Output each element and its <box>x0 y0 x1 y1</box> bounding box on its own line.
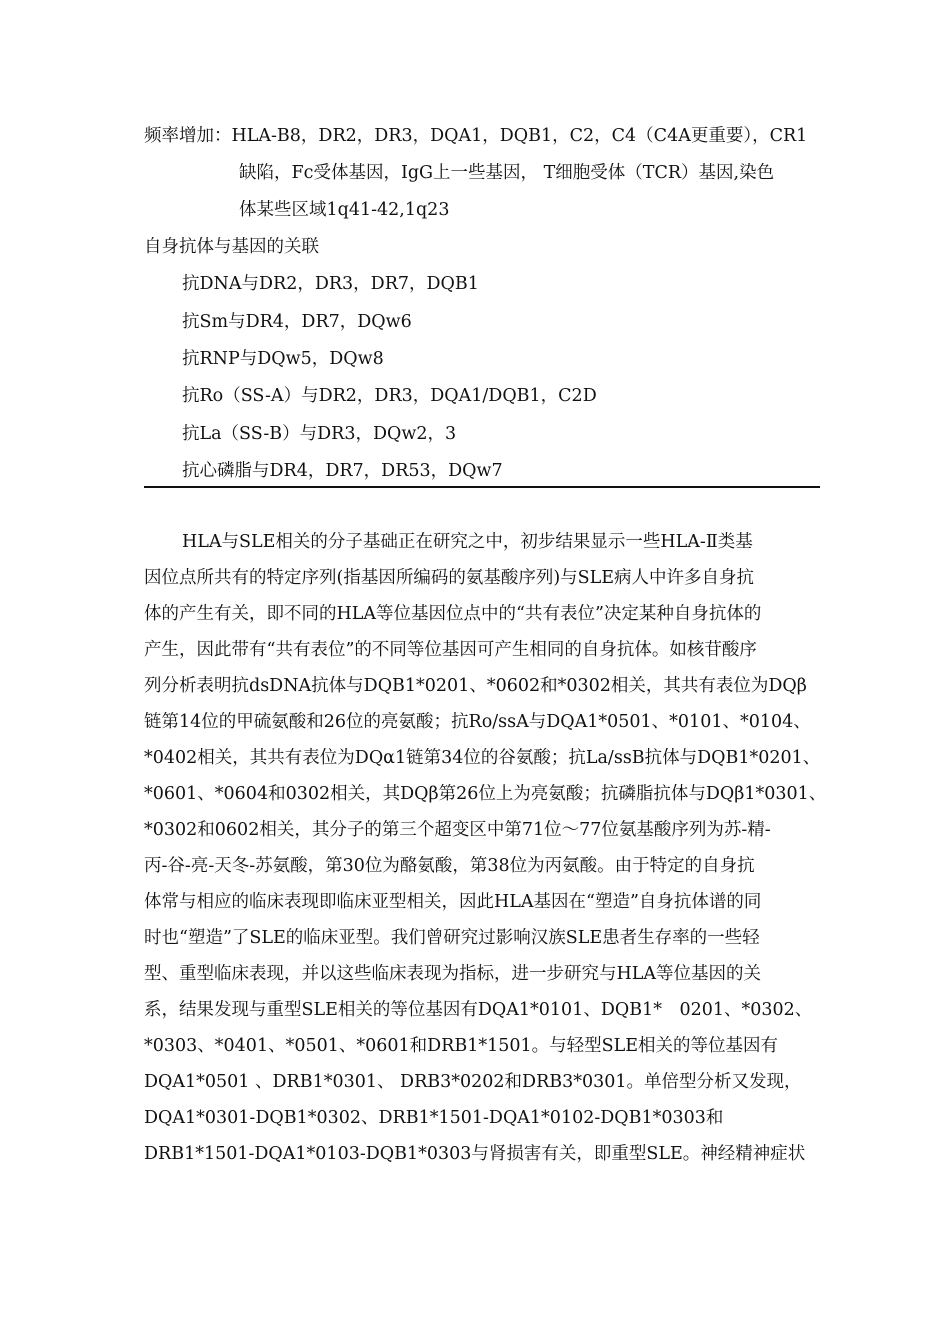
paragraph-line: 型、重型临床表现，并以这些临床表现为指标，进一步研究与HLA等位基因的关 <box>144 964 762 984</box>
paragraph-line: *0302和0602相关，其分子的第三个超变区中第71位～77位氨基酸序列为苏-精- <box>144 820 771 840</box>
paragraph-line: 系，结果发现与重型SLE相关的等位基因有DQA1*0101、DQB1* 0201、*0302、 <box>144 1000 813 1020</box>
frequency-line-3: 体某些区域1q41-42,1q23 <box>239 200 450 220</box>
association-title: 自身抗体与基因的关联 <box>144 237 319 257</box>
paragraph-line: DRB1*1501-DQA1*0103-DQB1*0303与肾损害有关，即重型SLE。神经精神症状 <box>144 1144 806 1164</box>
paragraph-line: 列分析表明抗dsDNA抗体与DQB1*0201、*0602和*0302相关，其共有表位为DQβ <box>144 676 807 696</box>
paragraph-line: *0402相关，其共有表位为DQα1链第34位的谷氨酸；抗La/ssB抗体与DQB1*0201、 <box>144 748 821 768</box>
paragraph-line: 体常与相应的临床表现即临床亚型相关，因此HLA基因在“塑造”自身抗体谱的同 <box>144 892 762 912</box>
paragraph-line: DQA1*0301-DQB1*0302、DRB1*1501-DQA1*0102-DQB1*0303和 <box>144 1108 724 1128</box>
section-divider <box>144 486 820 488</box>
association-item: 抗心磷脂与DR4，DR7，DR53，DQw7 <box>182 461 503 481</box>
paragraph-line: *0601、*0604和0302相关，其DQβ第26位上为亮氨酸；抗磷脂抗体与DQβ1*0301、 <box>144 784 827 804</box>
paragraph-line: *0303、*0401、*0501、*0601和DRB1*1501。与轻型SLE相关的等位基因有 <box>144 1036 779 1056</box>
paragraph-line: DQA1*0501 、DRB1*0301、 DRB3*0202和DRB3*0301。单倍型分析又发现， <box>144 1072 802 1092</box>
paragraph-line: 因位点所共有的特定序列(指基因所编码的氨基酸序列)与SLE病人中许多自身抗 <box>144 568 755 588</box>
frequency-line-1: 频率增加：HLA-B8，DR2，DR3，DQA1，DQB1，C2，C4（C4A更重要），CR1 <box>144 126 808 146</box>
paragraph-line: HLA与SLE相关的分子基础正在研究之中，初步结果显示一些HLA-Ⅱ类基 <box>182 532 753 552</box>
association-item: 抗DNA与DR2，DR3，DR7，DQB1 <box>182 274 479 294</box>
association-item: 抗La（SS-B）与DR3，DQw2，3 <box>182 424 457 444</box>
association-item: 抗Sm与DR4，DR7，DQw6 <box>182 312 412 332</box>
paragraph-line: 丙-谷-亮-天冬-苏氨酸，第30位为酪氨酸，第38位为丙氨酸。由于特定的自身抗 <box>144 856 755 876</box>
association-item: 抗RNP与DQw5，DQw8 <box>182 349 384 369</box>
paragraph-line: 体的产生有关，即不同的HLA等位基因位点中的“共有表位”决定某种自身抗体的 <box>144 604 762 624</box>
association-item: 抗Ro（SS-A）与DR2，DR3，DQA1/DQB1，C2D <box>182 386 597 406</box>
paragraph-line: 链第14位的甲硫氨酸和26位的亮氨酸；抗Ro/ssA与DQA1*0501、*0101、*0104、 <box>144 712 811 732</box>
frequency-line-2: 缺陷，Fc受体基因，IgG上一些基因， T细胞受体（TCR）基因,染色 <box>239 163 775 183</box>
paragraph-line: 产生，因此带有“共有表位”的不同等位基因可产生相同的自身抗体。如核苷酸序 <box>144 640 757 660</box>
paragraph-line: 时也“塑造”了SLE的临床亚型。我们曾研究过影响汉族SLE患者生存率的一些轻 <box>144 928 760 948</box>
